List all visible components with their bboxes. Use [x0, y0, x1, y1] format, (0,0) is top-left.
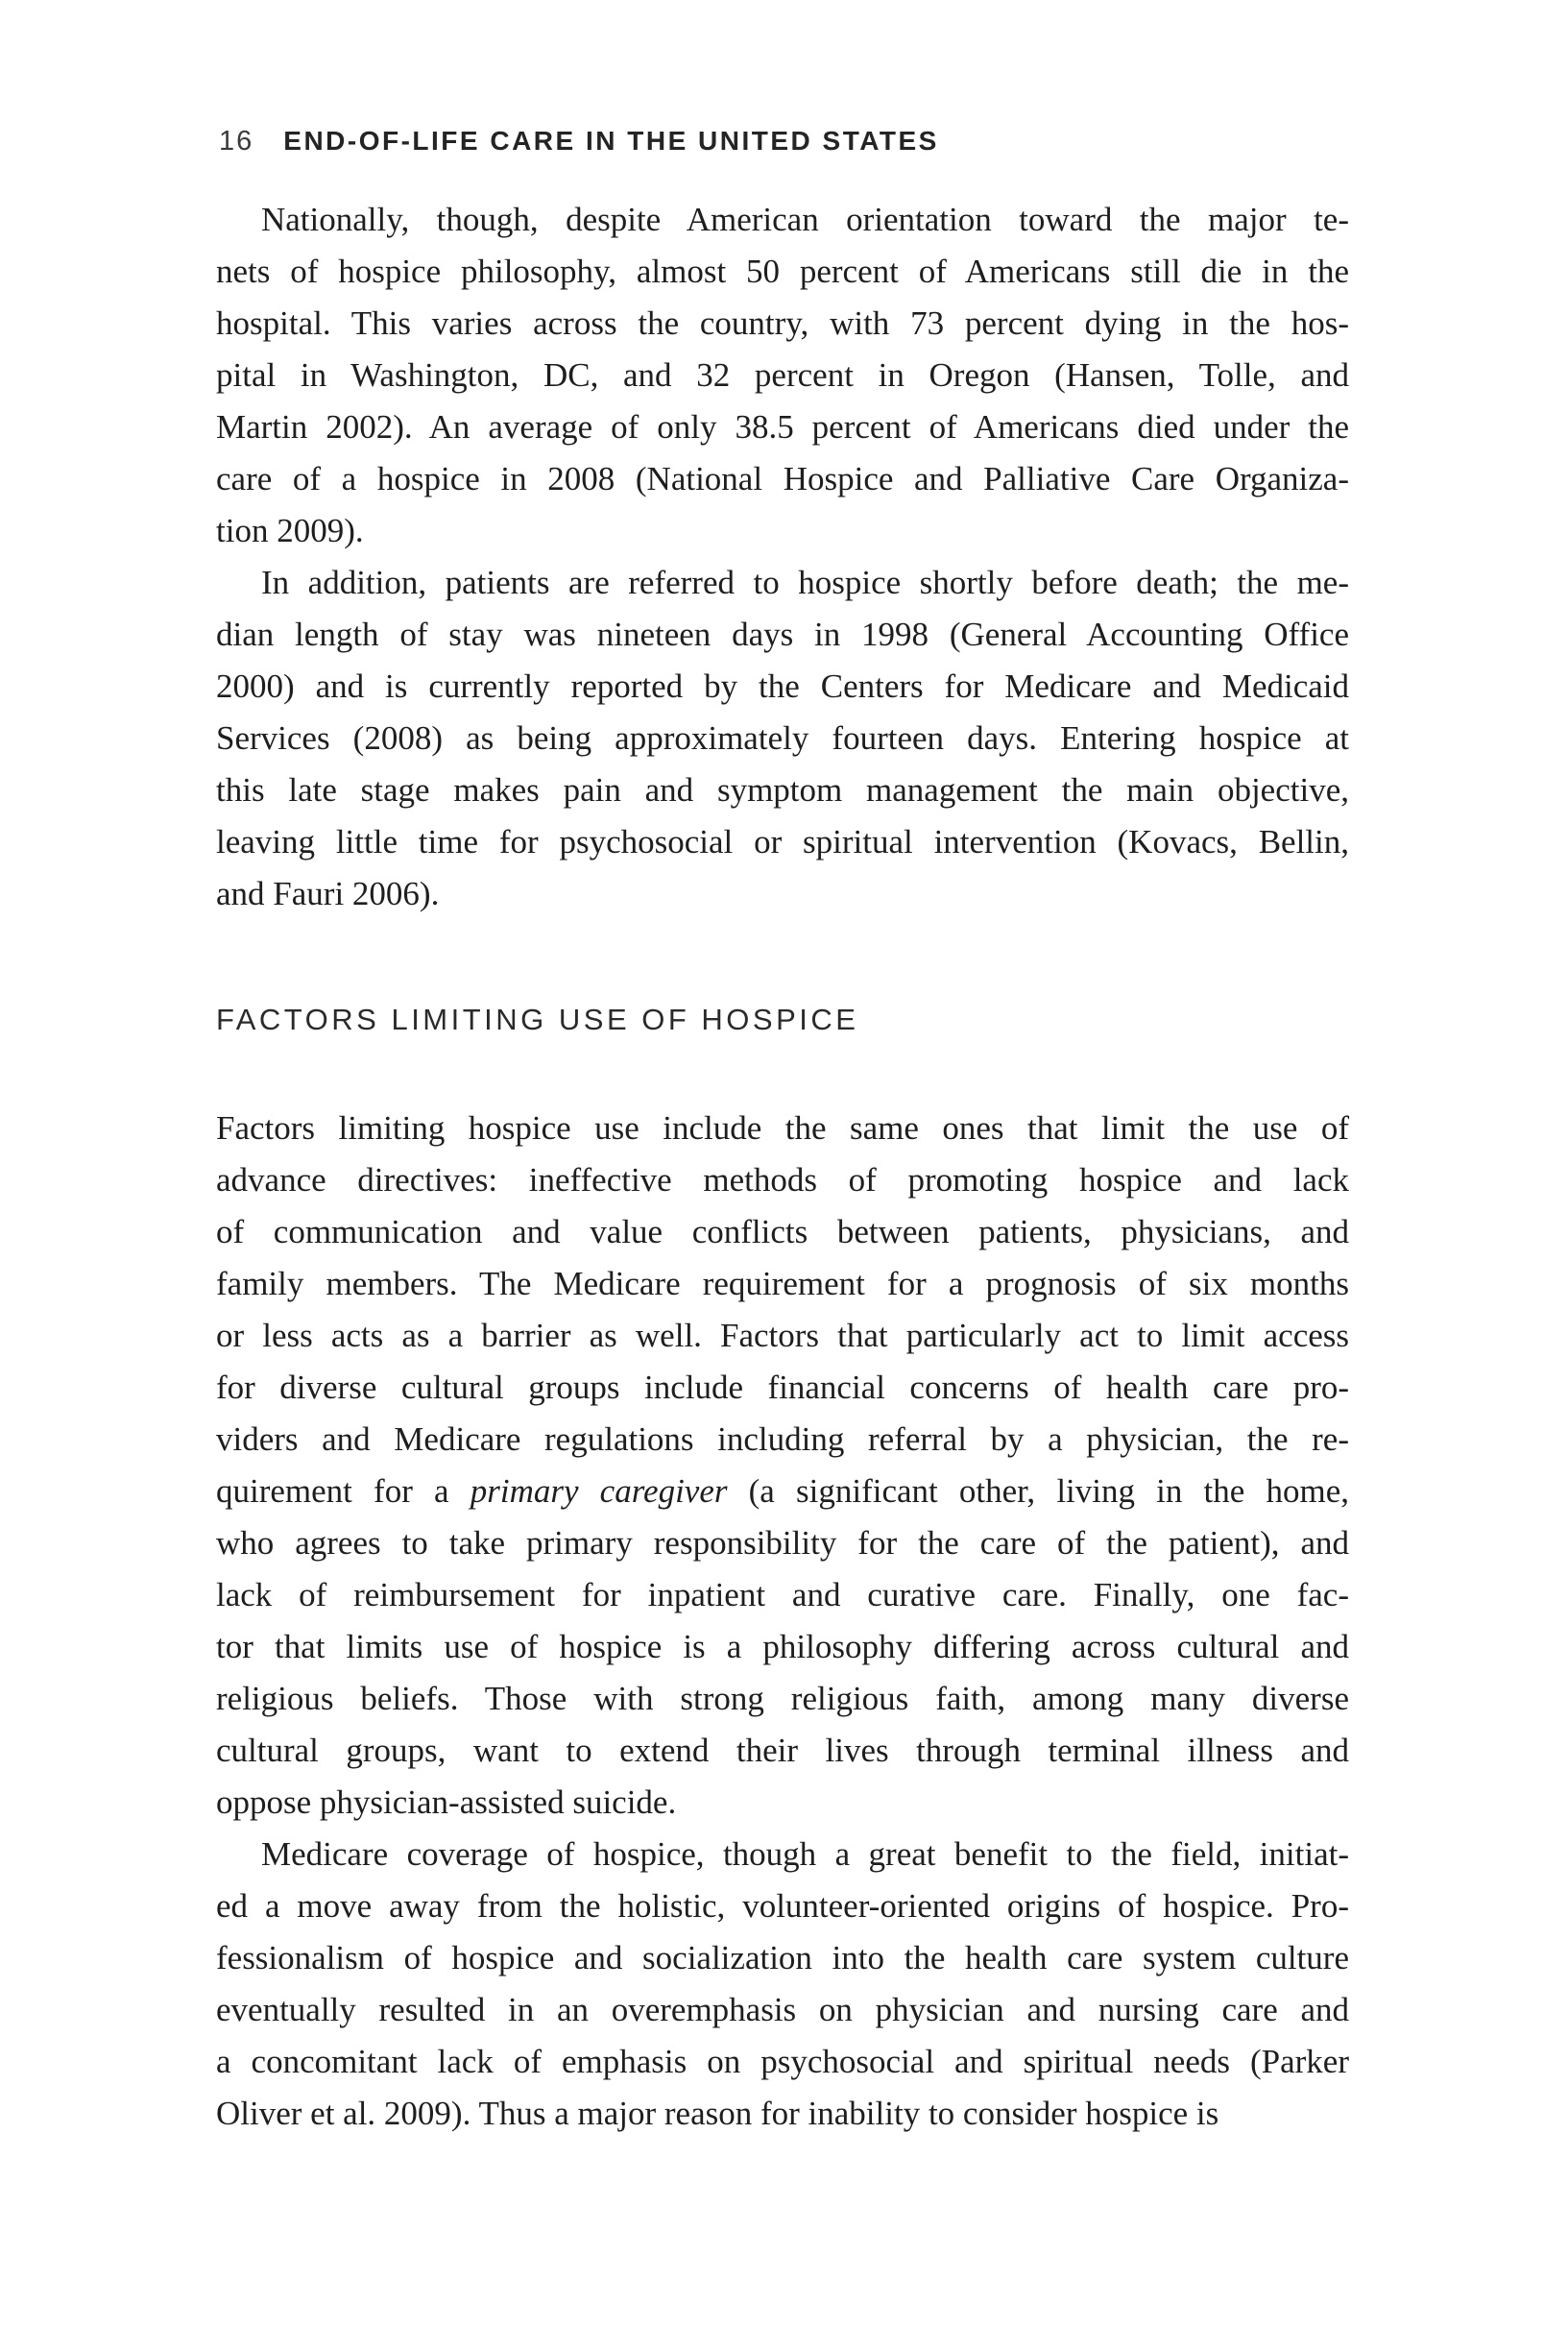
paragraph	[216, 194, 1349, 557]
text-line: 2000) and is currently reported by the Centers for Medicare and Medicaid	[216, 667, 1349, 705]
text-line: hospital. This varies across the country, with 73 percent dying in the hos-	[216, 304, 1349, 342]
text-segment: quirement for a	[216, 1472, 470, 1510]
text-line: of communication and value conflicts between patients, physicians, and	[216, 1213, 1349, 1250]
text-line: and Fauri 2006).	[216, 875, 440, 912]
text-line: dian length of stay was nineteen days in 1998 (General Accounting Office	[216, 616, 1349, 653]
text-line: advance directives: ineffective methods of promoting hospice and lack	[216, 1161, 1349, 1199]
text-line: In addition, patients are referred to hospice shortly before death; the me-	[261, 564, 1349, 601]
text-line: a concomitant lack of emphasis on psychosocial and spiritual needs (Parker	[216, 2043, 1349, 2080]
running-title: END-OF-LIFE CARE IN THE UNITED STATES	[283, 126, 939, 156]
text-line: religious beliefs. Those with strong religious faith, among many diverse	[216, 1680, 1349, 1717]
text-line: Medicare coverage of hospice, though a great benefit to the field, initiat-	[261, 1835, 1349, 1873]
text-line: care of a hospice in 2008 (National Hospice and Palliative Care Organiza-	[216, 460, 1349, 497]
text-line: who agrees to take primary responsibility for the care of the patient), and	[216, 1524, 1349, 1562]
text-line: Services (2008) as being approximately fourteen days. Entering hospice at	[216, 719, 1349, 757]
paragraph	[216, 1103, 1349, 1829]
text-line: eventually resulted in an overemphasis on physician and nursing care and	[216, 1991, 1349, 2028]
text-line: Martin 2002). An average of only 38.5 percent of Americans died under the	[216, 408, 1349, 446]
text-line: pital in Washington, DC, and 32 percent in Oregon (Hansen, Tolle, and	[216, 356, 1349, 394]
text-line: this late stage makes pain and symptom management the main objective,	[216, 771, 1349, 809]
paragraph	[216, 1829, 1349, 2140]
text-line: tor that limits use of hospice is a philosophy differing across cultural and	[216, 1628, 1349, 1665]
paragraph	[216, 557, 1349, 920]
text-line: viders and Medicare regulations including referral by a physician, the re-	[216, 1420, 1349, 1458]
text-line: cultural groups, want to extend their lives through terminal illness and	[216, 1732, 1349, 1769]
text-line: Factors limiting hospice use include the same ones that limit the use of	[216, 1109, 1349, 1147]
text-line: Nationally, though, despite American orientation toward the major te-	[261, 201, 1349, 238]
text-segment: (a significant other, living in the home,	[727, 1472, 1349, 1510]
text-line: nets of hospice philosophy, almost 50 percent of Americans still die in the	[216, 253, 1349, 290]
running-head	[219, 128, 939, 156]
text-line: leaving little time for psychosocial or spiritual intervention (Kovacs, Bellin,	[216, 823, 1349, 861]
text-line: oppose physician-assisted suicide.	[216, 1783, 677, 1821]
italic-text: primary caregiver	[470, 1472, 728, 1510]
text-line: lack of reimbursement for inpatient and curative care. Finally, one fac-	[216, 1576, 1349, 1613]
page-body	[216, 194, 1349, 2140]
text-line: for diverse cultural groups include financial concerns of health care pro-	[216, 1369, 1349, 1406]
text-line: family members. The Medicare requirement for a prognosis of six months	[216, 1265, 1349, 1302]
text-line	[216, 1466, 1349, 1517]
page-number: 16	[219, 126, 254, 157]
section-heading: FACTORS LIMITING USE OF HOSPICE	[216, 1003, 859, 1036]
text-line: Oliver et al. 2009). Thus a major reason for inability to consider hospice is	[216, 2095, 1219, 2132]
text-line: fessionalism of hospice and socialization into the health care system culture	[216, 1939, 1349, 1976]
text-line: or less acts as a barrier as well. Factors that particularly act to limit access	[216, 1317, 1349, 1354]
text-line: ed a move away from the holistic, volunteer-oriented origins of hospice. Pro-	[216, 1887, 1349, 1925]
text-line: tion 2009).	[216, 512, 364, 549]
